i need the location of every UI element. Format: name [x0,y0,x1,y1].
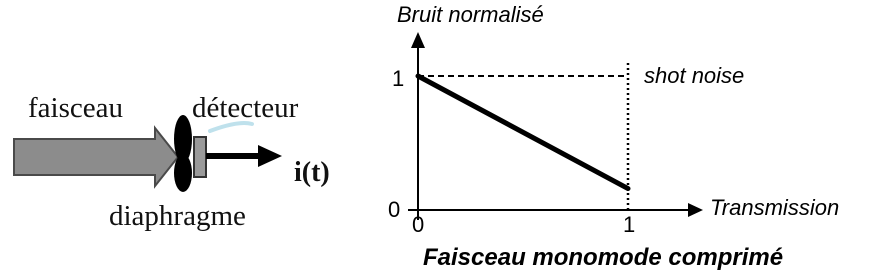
beam-arrow [14,128,178,186]
aperture-label: diaphragme [109,200,246,232]
y-tick-label-0: 0 [388,197,401,222]
y-axis-arrowhead [411,32,425,48]
x-tick-label-1: 1 [623,212,636,237]
y-tick-label-1: 1 [392,66,405,91]
x-axis-arrowhead [688,203,703,217]
setup-diagram [14,92,330,232]
chart-title: Faisceau monomode comprimé [423,244,784,271]
diaphragm-bottom [174,154,192,192]
beam-label: faisceau [28,92,123,124]
signal-arrowhead [258,145,282,167]
squeezed-noise-line [418,76,628,189]
detector-highlight [210,123,252,131]
detector-icon [194,137,206,177]
x-tick-label-0: 0 [412,212,425,237]
x-axis-title: Transmission [710,195,840,220]
noise-plot [388,2,839,271]
y-axis-title: Bruit normalisé [397,2,544,27]
detector-label: détecteur [192,92,299,124]
signal-label: i(t) [294,157,330,188]
shot-noise-label: shot noise [644,63,745,88]
